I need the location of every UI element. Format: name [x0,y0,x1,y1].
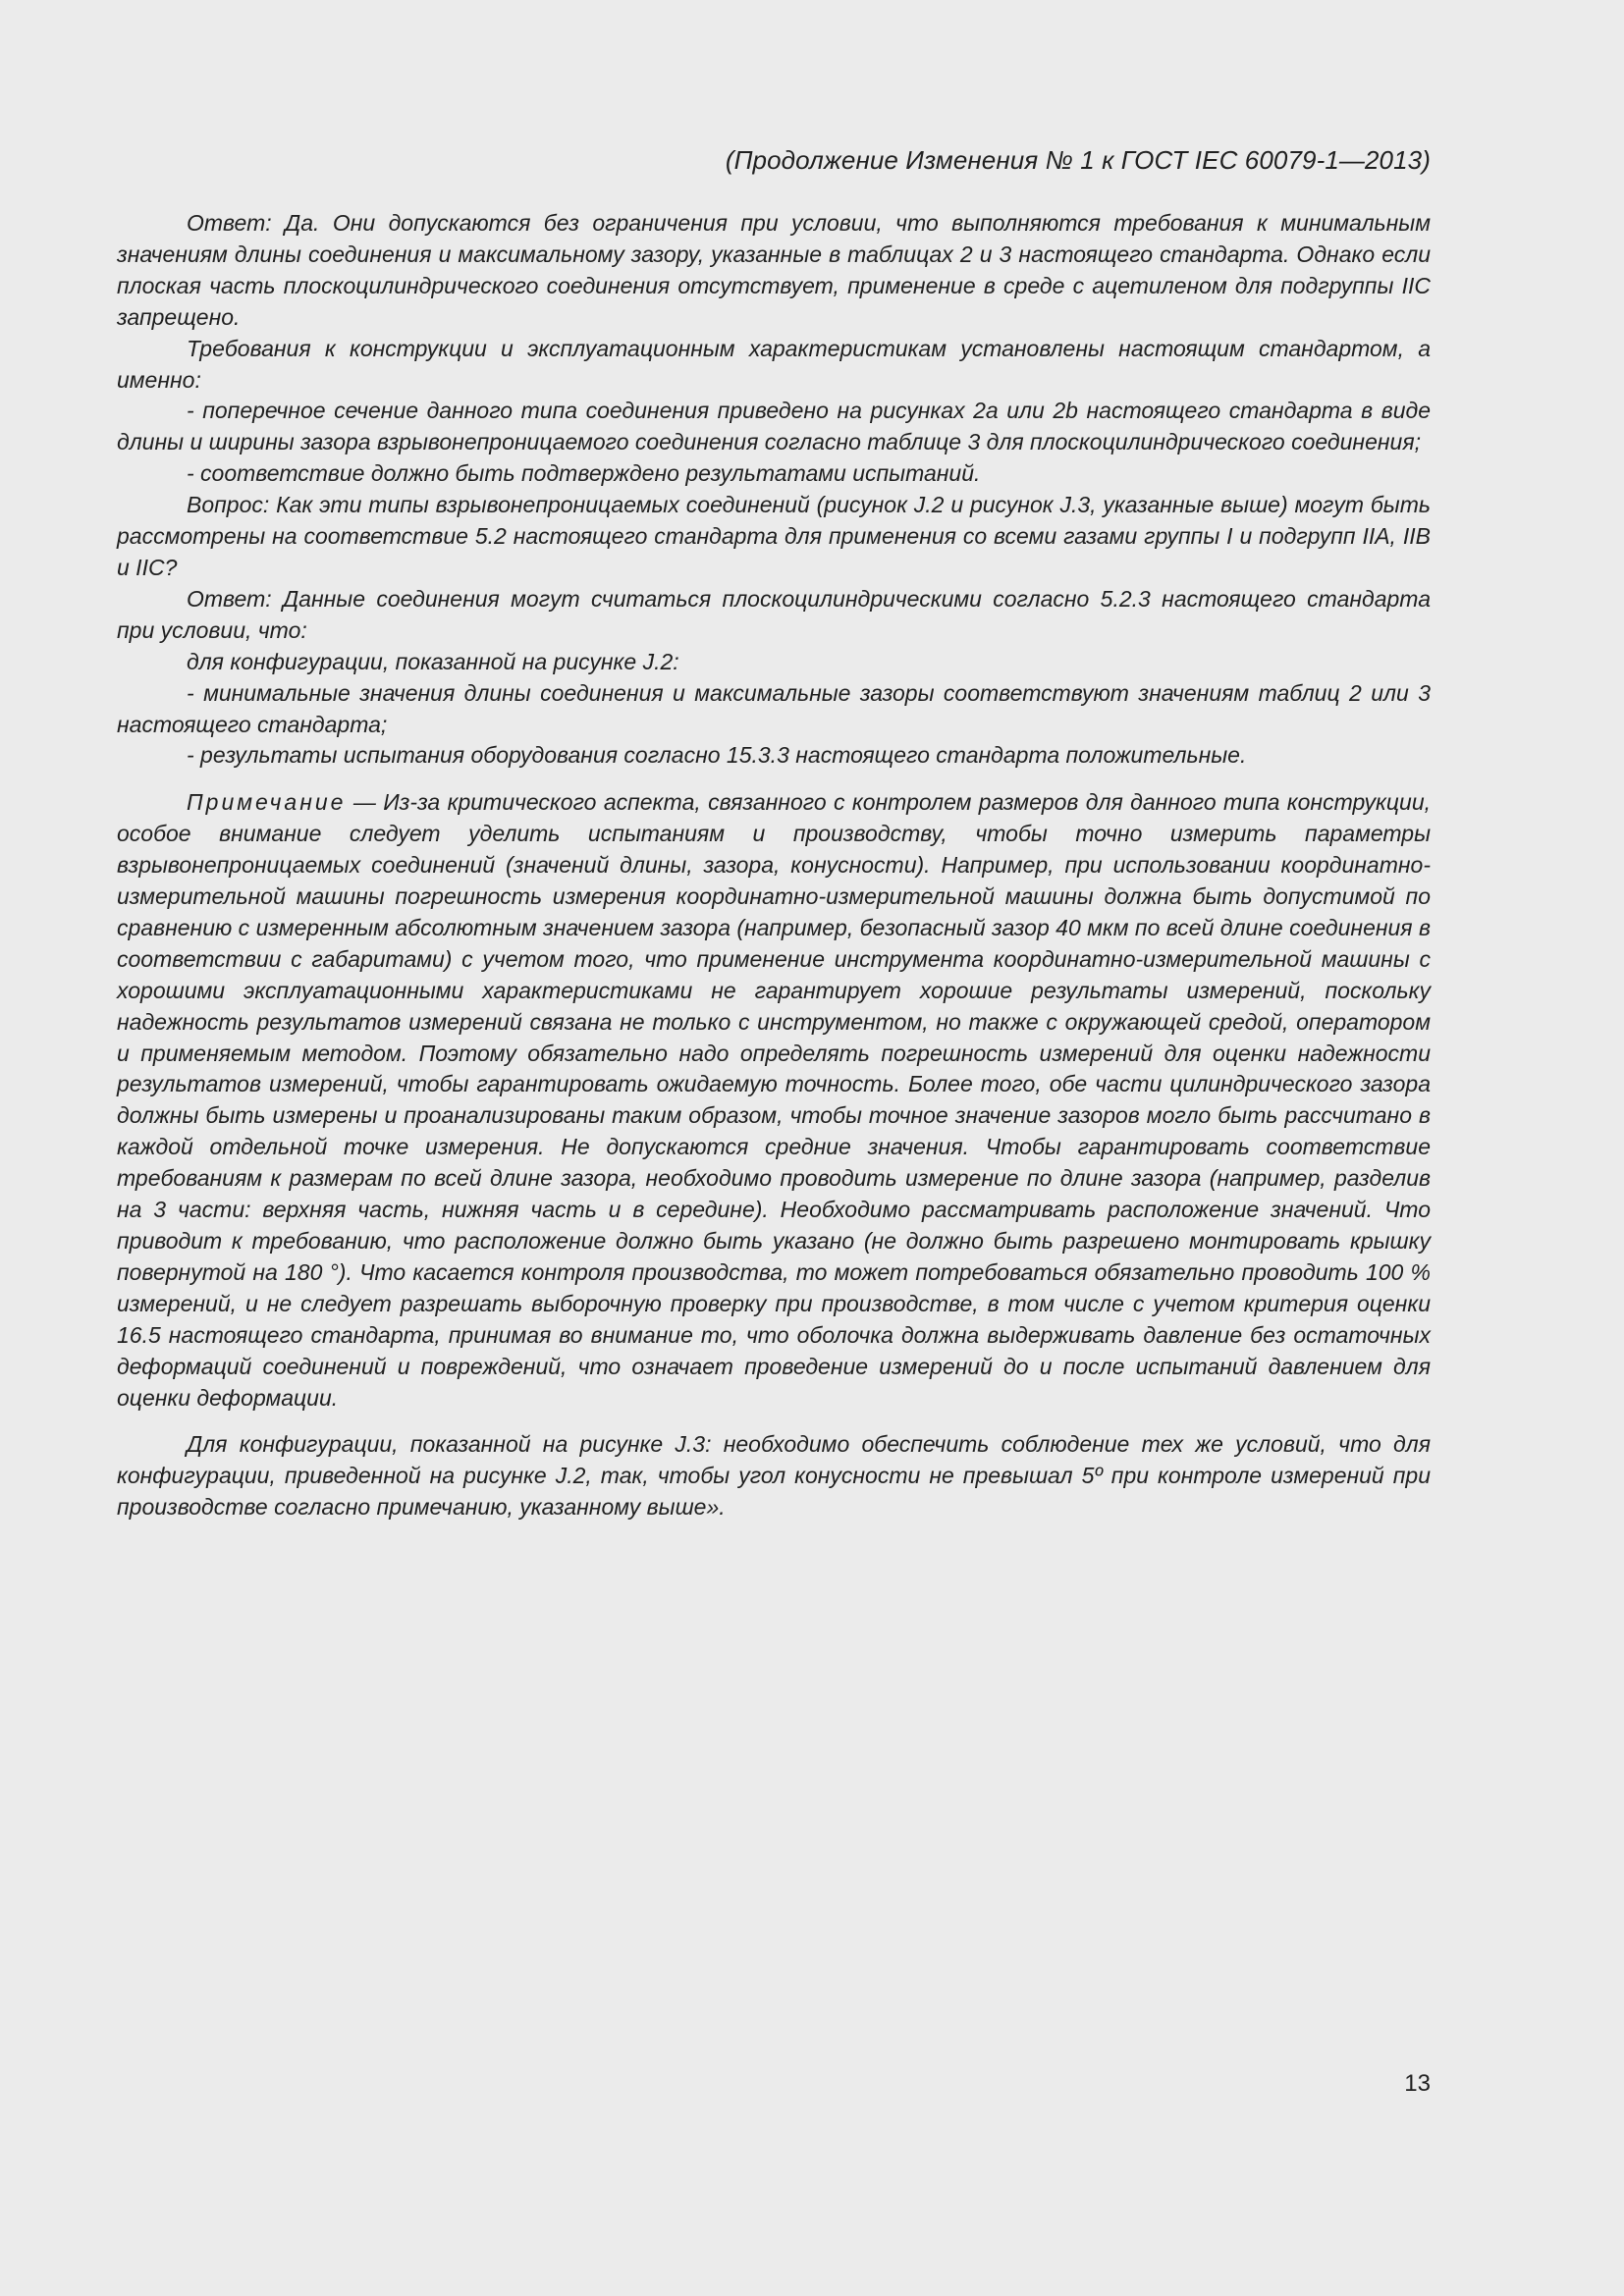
paragraph-question: Вопрос: Как эти типы взрывонепроницаемых соединений (рисунок J.2 и рисунок J.3, указанные выше) могут быть рассмотрены на соответствие 5.2 настоящего стандарта для применения со всеми газами группы I и подгрупп IIA, IIB и IIC? [117,492,1431,580]
paragraph-configuration-j3: Для конфигурации, показанной на рисунке J.3: необходимо обеспечить соблюдение тех же условий, что для конфигурации, приведенной на рисунке J.2, так, чтобы угол конусности не превышал 5º при контроле измерений при производстве согласно примечанию, указанному выше». [117,1431,1431,1521]
paragraph-answer-1: Ответ: Да. Они допускаются без ограничения при условии, что выполняются требования к минимальным значениям длины соединения и максимальному зазору, указанные в таблицах 2 и 3 настоящего стандарта. Однако если плоская часть плоскоцилиндрического соединения отсутствует, применение в среде с ацетиленом для подгруппы IIC запрещено. [117,210,1431,330]
list-item-min-values: - минимальные значения длины соединения и максимальные зазоры соответствуют значениям таблиц 2 или 3 настоящего стандарта; [117,679,1431,737]
page-number: 13 [1404,2070,1431,2097]
note-label: Примечание [187,789,347,816]
note-text: — Из-за критического аспекта, связанного с контролем размеров для данного типа конструкции, особое внимание следует уделить испытаниям и производству, чтобы точно измерить параметры взрывонепроницаемых соединений (значений длины, зазора, конусности). Например, при использовании координатно-измерительной машины погрешность измерения координатно-измерительной машины должна быть допустимой по сравнению с измеренным абсолютным значением зазора (например, безопасный зазор 40 мкм по всей длине соединения в соответствии с габаритами) с учетом того, что применение инструмента координатно-измерительной машины с хорошими эксплуатационными характеристиками не гарантирует хорошие результаты измерений, поскольку надежность результатов измерений связана не только с инструментом, но также с окружающей средой, оператором и применяемым методом. Поэтому обязательно надо определять погрешность измерений для оценки надежности результатов измерений, чтобы гарантировать ожидаемую точность. Более того, обе части цилиндрического зазора должны быть измерены и проанализированы таким образом, чтобы точное значение зазоров могло быть рассчитано в каждой отдельной точке измерения. Не допускаются средние значения. Чтобы гарантировать соответствие требованиям к размерам по всей длине зазора, необходимо проводить измерение по длине зазора (например, разделив на 3 части: верхняя часть, нижняя часть и в середине). Необходимо рассматривать расположение значений. Что приводит к требованию, что расположение должно быть указано (не должно быть разрешено монтировать крышку повернутой на 180 °). Что касается контроля производства, то может потребоваться обязательно проводить 100 % измерений, и не следует разрешать выборочную проверку при производстве, в том числе с учетом критерия оценки 16.5 настоящего стандарта, принимая во внимание то, что оболочка должна выдерживать давление без остаточных деформаций соединений и повреждений, что означает проведение измерений до и после испытаний давлением для оценки деформации. [117,789,1431,1411]
list-item-cross-section: - поперечное сечение данного типа соединения приведено на рисунках 2а или 2b настоящего стандарта в виде длины и ширины зазора взрывонепроницаемого соединения согласно таблице 3 для плоскоцилиндрического соединения; [117,398,1431,455]
page-header: (Продолжение Изменения № 1 к ГОСТ IEC 60079-1—2013) [725,145,1431,175]
paragraph-configuration-j2: для конфигурации, показанной на рисунке J.2: [187,648,679,674]
paragraph-requirements: Требования к конструкции и эксплуатационным характеристикам установлены настоящим стандартом, а именно: [117,335,1431,393]
list-item-test-results: - результаты испытания оборудования согласно 15.3.3 настоящего стандарта положительные. [187,742,1247,769]
paragraph-answer-2: Ответ: Данные соединения могут считаться плоскоцилиндрическими согласно 5.2.3 настоящего стандарта при условии, что: [117,585,1431,643]
list-item-compliance: - соответствие должно быть подтверждено результатами испытаний. [187,460,981,487]
document-body [117,208,1431,1523]
note-paragraph [117,787,1431,1414]
